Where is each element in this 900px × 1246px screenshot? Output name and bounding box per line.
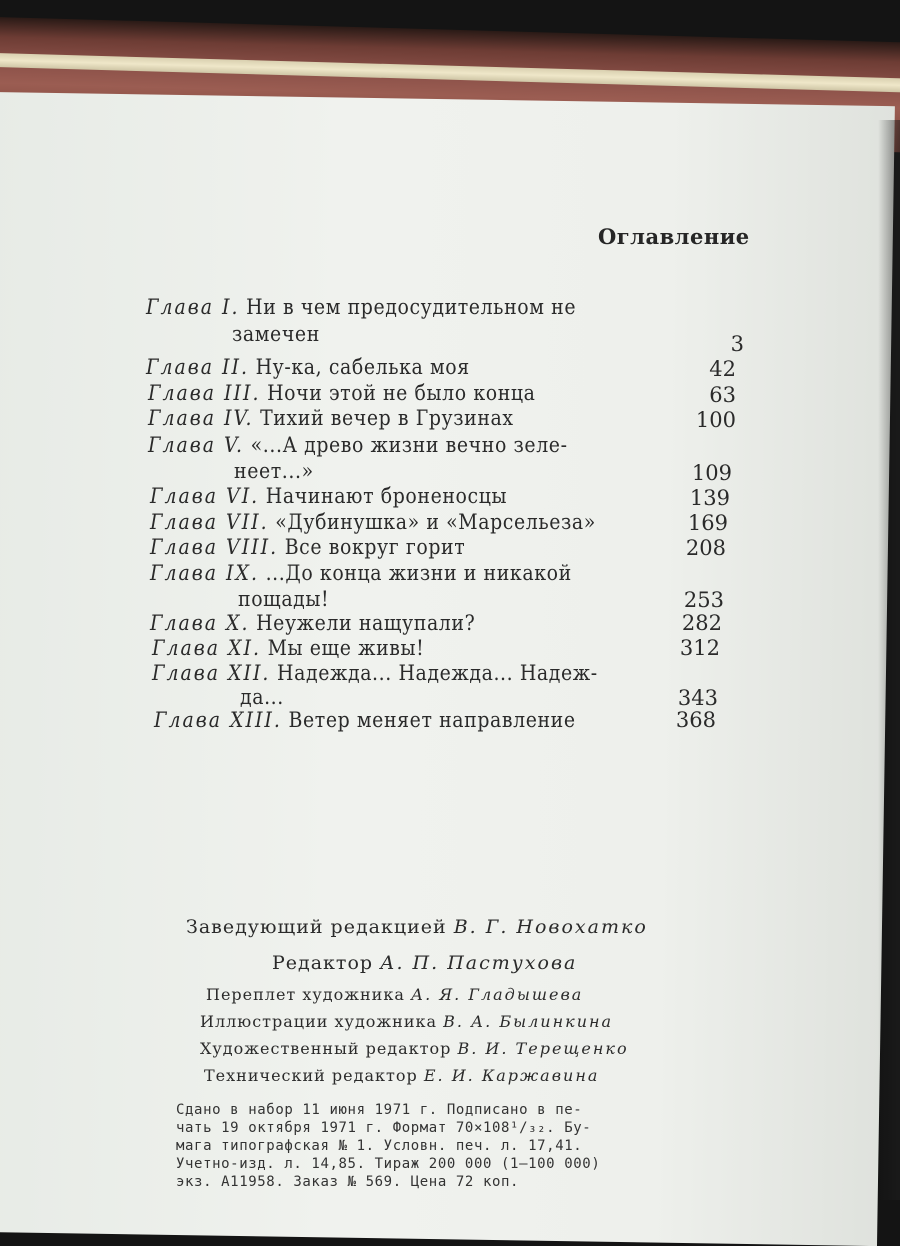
toc-title: Все вокруг горит — [284, 535, 466, 559]
credit-name: В. И. Терещенко — [457, 1039, 629, 1058]
imprint-line: Сдано в набор 11 июня 1971 г. Подписано в пе- — [176, 1102, 583, 1118]
toc-chapter: Глава XIII. — [154, 708, 282, 732]
toc-page-number: 100 — [695, 408, 736, 432]
toc-heading: Оглавление — [598, 224, 750, 249]
toc-page-number: 312 — [679, 636, 720, 660]
credit-line — [200, 1012, 613, 1031]
toc-chapter: Глава X. — [150, 611, 250, 635]
credit-line — [204, 1066, 599, 1085]
toc-page-number: 63 — [709, 383, 736, 407]
toc-chapter: Глава III. — [148, 381, 261, 405]
toc-title-continuation: пощады! — [238, 587, 330, 611]
credit-role: Технический редактор — [204, 1066, 418, 1085]
credit-name: Е. И. Каржавина — [423, 1066, 600, 1085]
toc-entry — [148, 406, 514, 430]
toc-title-continuation: неет...» — [234, 459, 314, 483]
toc-page-number: 368 — [675, 708, 716, 732]
toc-chapter: Глава I. — [146, 295, 240, 319]
toc-chapter: Глава IV. — [148, 406, 254, 430]
toc-title: Неужели нащупали? — [256, 611, 476, 635]
toc-entry — [148, 381, 536, 405]
toc-page-number: 169 — [687, 511, 728, 535]
credit-line — [272, 952, 577, 974]
toc-chapter: Глава II. — [146, 355, 249, 379]
toc-chapter: Глава VIII. — [150, 535, 279, 559]
toc-page-number: 343 — [677, 686, 718, 710]
toc-page-number: 3 — [730, 332, 744, 356]
toc-title: Ветер меняет направление — [288, 708, 576, 732]
toc-page-number: 42 — [709, 357, 736, 381]
toc-title: Начинают броненосцы — [265, 484, 508, 508]
toc-title: Тихий вечер в Грузинах — [260, 406, 514, 430]
toc-entry — [152, 661, 598, 685]
toc-entry — [150, 561, 572, 585]
toc-title: ...До конца жизни и никакой — [265, 561, 572, 585]
toc-chapter: Глава XI. — [152, 636, 261, 660]
toc-page-number: 282 — [681, 611, 722, 635]
toc-entry — [148, 433, 568, 457]
credit-role: Редактор — [272, 952, 374, 974]
credit-line — [206, 985, 583, 1004]
toc-entry — [150, 484, 507, 508]
toc-entry — [150, 510, 596, 534]
credit-line — [200, 1039, 629, 1058]
imprint-line: мага типографская № 1. Условн. печ. л. 17,41. — [176, 1138, 583, 1154]
toc-entry — [152, 636, 424, 660]
toc-title-continuation: да... — [240, 685, 284, 709]
page-shadow — [878, 120, 900, 1200]
toc-chapter: Глава XII. — [152, 661, 271, 685]
toc-title: «...А древо жизни вечно зеле- — [250, 433, 568, 457]
toc-title: «Дубинушка» и «Марсельеза» — [275, 510, 596, 534]
credit-name: А. Я. Гладышева — [410, 985, 584, 1004]
toc-chapter: Глава IX. — [150, 561, 259, 585]
toc-page-number: 109 — [691, 461, 732, 485]
toc-page-number: 253 — [683, 588, 724, 612]
toc-chapter: Глава VI. — [150, 484, 260, 508]
imprint-line: Учетно-изд. л. 14,85. Тираж 200 000 (1—100 000) — [176, 1156, 601, 1172]
credit-role: Иллюстрации художника — [200, 1012, 438, 1031]
credit-name: В. Г. Новохатко — [453, 916, 648, 938]
toc-page-number: 208 — [685, 536, 726, 560]
toc-title: Надежда... Надежда... Надеж- — [277, 661, 598, 685]
toc-entry — [146, 355, 470, 379]
credit-role: Заведующий редакцией — [186, 916, 447, 938]
credit-name: А. П. Пастухова — [380, 952, 578, 974]
toc-entry — [154, 708, 576, 732]
credit-role: Переплет художника — [206, 985, 405, 1004]
toc-entry — [150, 535, 465, 559]
toc-chapter: Глава VII. — [150, 510, 269, 534]
toc-page-number: 139 — [689, 486, 730, 510]
imprint-line: чать 19 октября 1971 г. Формат 70×108¹/₃₂. Бу- — [176, 1120, 592, 1136]
credit-role: Художественный редактор — [200, 1039, 452, 1058]
credit-line — [186, 916, 648, 938]
toc-title-continuation: замечен — [232, 322, 320, 346]
imprint-line: экз. А11958. Заказ № 569. Цена 72 коп. — [176, 1174, 520, 1190]
toc-chapter: Глава V. — [148, 433, 245, 457]
toc-title: Ночи этой не было конца — [267, 381, 536, 405]
credit-name: В. А. Былинкина — [443, 1012, 614, 1031]
toc-entry — [146, 295, 576, 319]
toc-title: Мы еще живы! — [267, 636, 425, 660]
toc-title: Ну-ка, сабелька моя — [255, 355, 470, 379]
toc-entry — [150, 611, 475, 635]
toc-title: Ни в чем предосудительном не — [246, 295, 577, 319]
